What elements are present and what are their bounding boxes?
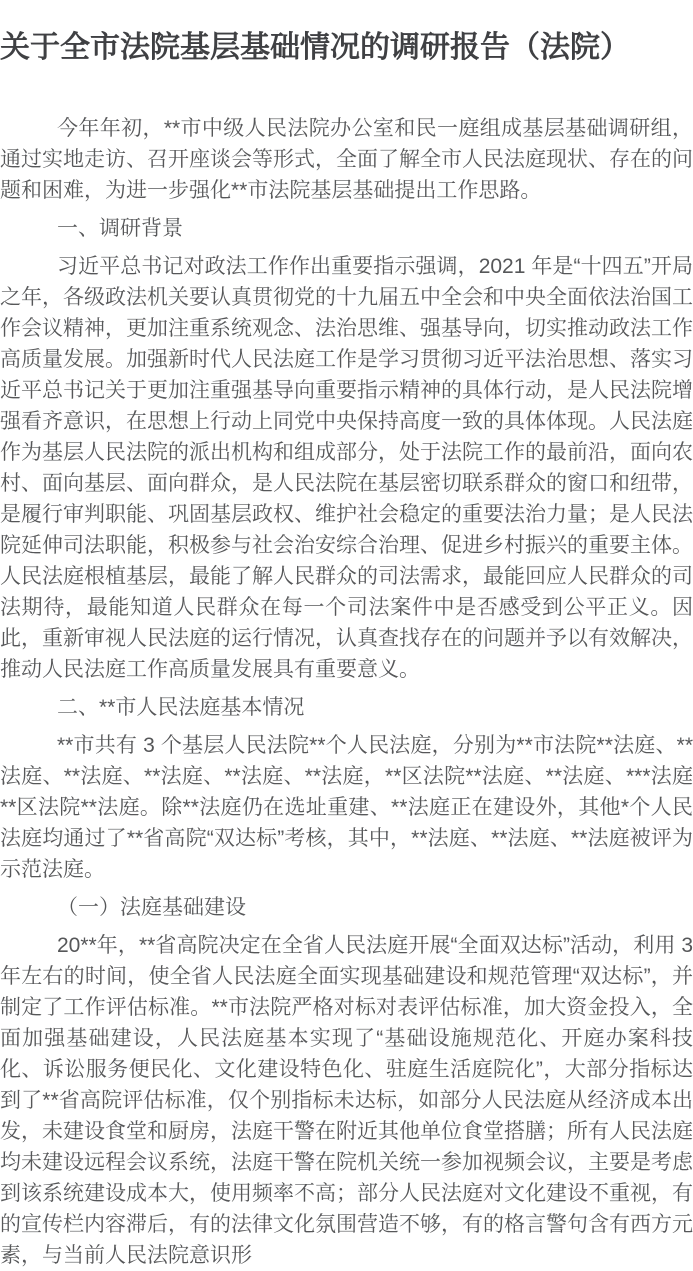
section-1-heading: 一、调研背景: [57, 217, 183, 240]
section-2-heading: 二、**市人民法庭基本情况: [57, 696, 305, 719]
document-title: 关于全市法院基层基础情况的调研报告（法院）: [0, 31, 630, 64]
subsection-2-1-heading: （一）法庭基础建设: [57, 896, 246, 919]
section-1-paragraph: 习近平总书记对政法工作作出重要指示强调，2021 年是“十四五”开局之年，各级政法机关要认真贯彻党的十九届五中全会和中央全面依法治国工作会议精神，更加注重系统观念、法治思维、强基导向，切实推动政法工作高质量发展。加强新时代人民法庭工作是学习贯彻习近平法治思想、落实习近平总书记关于更加注重强基导向重要指示精神的具体行动，是人民法院增强看齐意识，在思想上行动上同党中央保持高度一致的具体体现。人民法庭作为基层人民法院的派出机构和组成部分，处于法院工作的最前沿，面向农村、面向基层、面向群众，是人民法院在基层密切联系群众的窗口和纽带，是履行审判职能、巩固基层政权、维护社会稳定的重要法治力量；是人民法院延伸司法职能，积极参与社会治安综合治理、促进乡村振兴的重要主体。人民法庭根植基层，最能了解人民群众的司法需求，最能回应人民群众的司法期待，最能知道人民群众在每一个司法案件中是否感受到公平正义。因此，重新审视人民法庭的运行情况，认真查找存在的问题并予以有效解决，推动人民法庭工作高质量发展具有重要意义。: [0, 255, 693, 681]
intro-paragraph: 今年年初，**市中级人民法院办公室和民一庭组成基层基础调研组，通过实地走访、召开座谈会等形式，全面了解全市人民法庭现状、存在的问题和困难，为进一步强化**市法院基层基础提出工作思路。: [0, 117, 693, 202]
subsection-2-1-paragraph: 20**年，**省高院决定在全省人民法庭开展“全面双达标”活动，利用 3 年左右的时间，使全省人民法庭全面实现基础建设和规范管理“双达标”，并制定了工作评估标准。**市法院严格对标对表评估标准，加大资金投入，全面加强基础建设，人民法庭基本实现了“基础设施规范化、开庭办案科技化、诉讼服务便民化、文化建设特色化、驻庭生活庭院化”，大部分指标达到了**省高院评估标准，仅个别指标未达标，如部分人民法庭从经济成本出发，未建设食堂和厨房，法庭干警在附近其他单位食堂搭膳；所有人民法庭均未建设远程会议系统，法庭干警在院机关统一参加视频会议，主要是考虑到该系统建设成本大，使用频率不高；部分人民法庭对文化建设不重视，有的宣传栏内容滞后，有的法律文化氛围营造不够，有的格言警句含有西方元素，与当前人民法院意识形: [0, 934, 693, 1267]
section-2-paragraph: **市共有 3 个基层人民法院**个人民法庭，分别为**市法院**法庭、**法庭、**法庭、**法庭、**法庭、**法庭，**区法院**法庭、**法庭、***法庭**区法院**法庭。除**法庭仍在选址重建、**法庭正在建设外，其他*个人民法庭均通过了**省高院“双达标”考核，其中，**法庭、**法庭、**法庭被评为示范法庭。: [0, 734, 693, 881]
